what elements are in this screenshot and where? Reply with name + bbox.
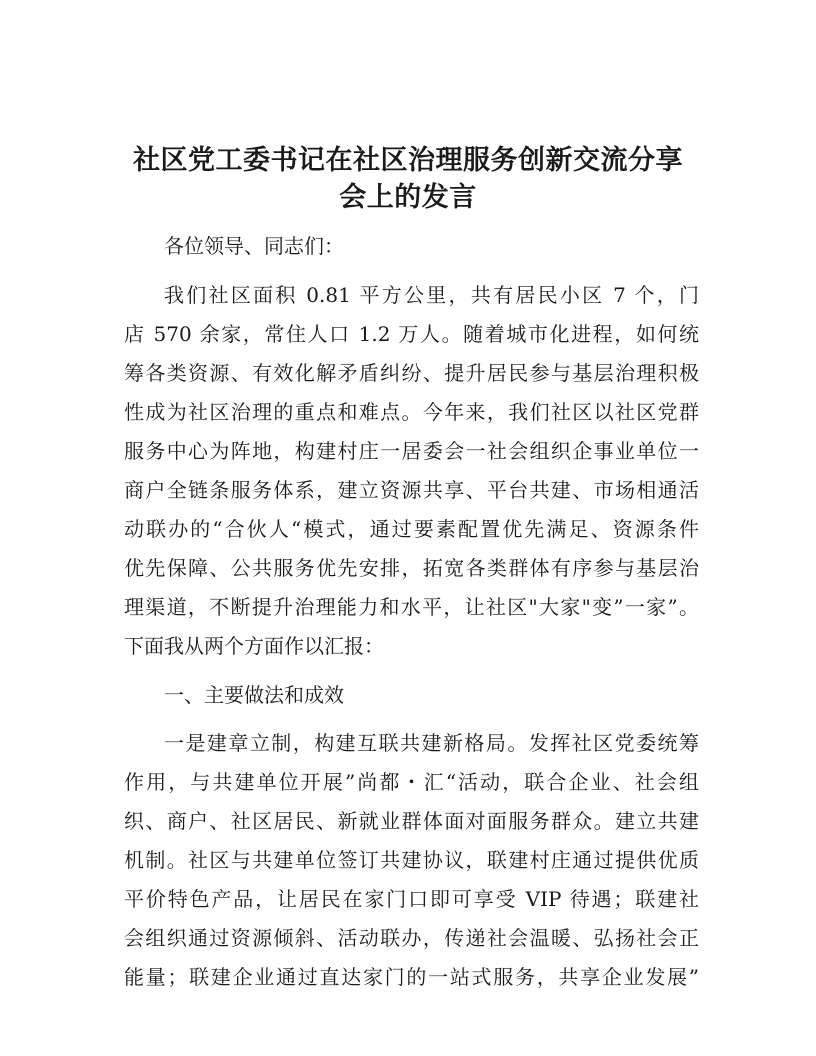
paragraph-line: 理渠道，不断提升治理能力和水平，让社区"大家"变”一家”。 xyxy=(124,595,699,619)
paragraph-line: 我们社区面积 0.81 平方公里，共有居民小区 7 个，门 xyxy=(164,283,699,307)
paragraph-line: 机制。社区与共建单位签订共建协议，联建村庄通过提供优质 xyxy=(124,848,699,872)
paragraph-line: 作用，与共建单位开展”尚都・汇“活动，联合企业、社会组 xyxy=(124,770,699,794)
salutation: 各位领导、同志们： xyxy=(164,234,344,258)
paragraph-line: 服务中心为阵地，构建村庄一居委会一社会组织企事业单位一 xyxy=(124,439,699,463)
paragraph-line: 一是建章立制，构建互联共建新格局。发挥社区党委统筹 xyxy=(164,731,699,755)
paragraph-line: 店 570 余家，常住人口 1.2 万人。随着城市化进程，如何统 xyxy=(124,322,699,346)
paragraph-line: 优先保障、公共服务优先安排，拓宽各类群体有序参与基层治 xyxy=(124,556,699,580)
paragraph-line: 会组织通过资源倾斜、活动联办，传递社会温暖、弘扬社会正 xyxy=(124,926,699,950)
paragraph-line: 织、商户、社区居民、新就业群体面对面服务群众。建立共建 xyxy=(124,809,699,833)
section-heading: 一、主要做法和成效 xyxy=(164,683,344,707)
paragraph-line: 筹各类资源、有效化解矛盾纠纷、提升居民参与基层治理积极 xyxy=(124,361,699,385)
document-title-line-2: 会上的发言 xyxy=(339,182,477,213)
paragraph-line: 平价特色产品，让居民在家门口即可享受 VIP 待遇；联建社 xyxy=(124,887,699,911)
paragraph-line: 性成为社区治理的重点和难点。今年来，我们社区以社区党群 xyxy=(124,400,699,424)
paragraph-line: 下面我从两个方面作以汇报： xyxy=(124,634,384,658)
document-title-line-1: 社区党工委书记在社区治理服务创新交流分享 xyxy=(133,145,683,176)
paragraph-line: 动联办的“合伙人“模式，通过要素配置优先满足、资源条件 xyxy=(124,517,699,541)
paragraph-line: 能量；联建企业通过直达家门的一站式服务，共享企业发展” xyxy=(124,965,699,989)
paragraph-line: 商户全链条服务体系，建立资源共享、平台共建、市场相通活 xyxy=(124,478,699,502)
